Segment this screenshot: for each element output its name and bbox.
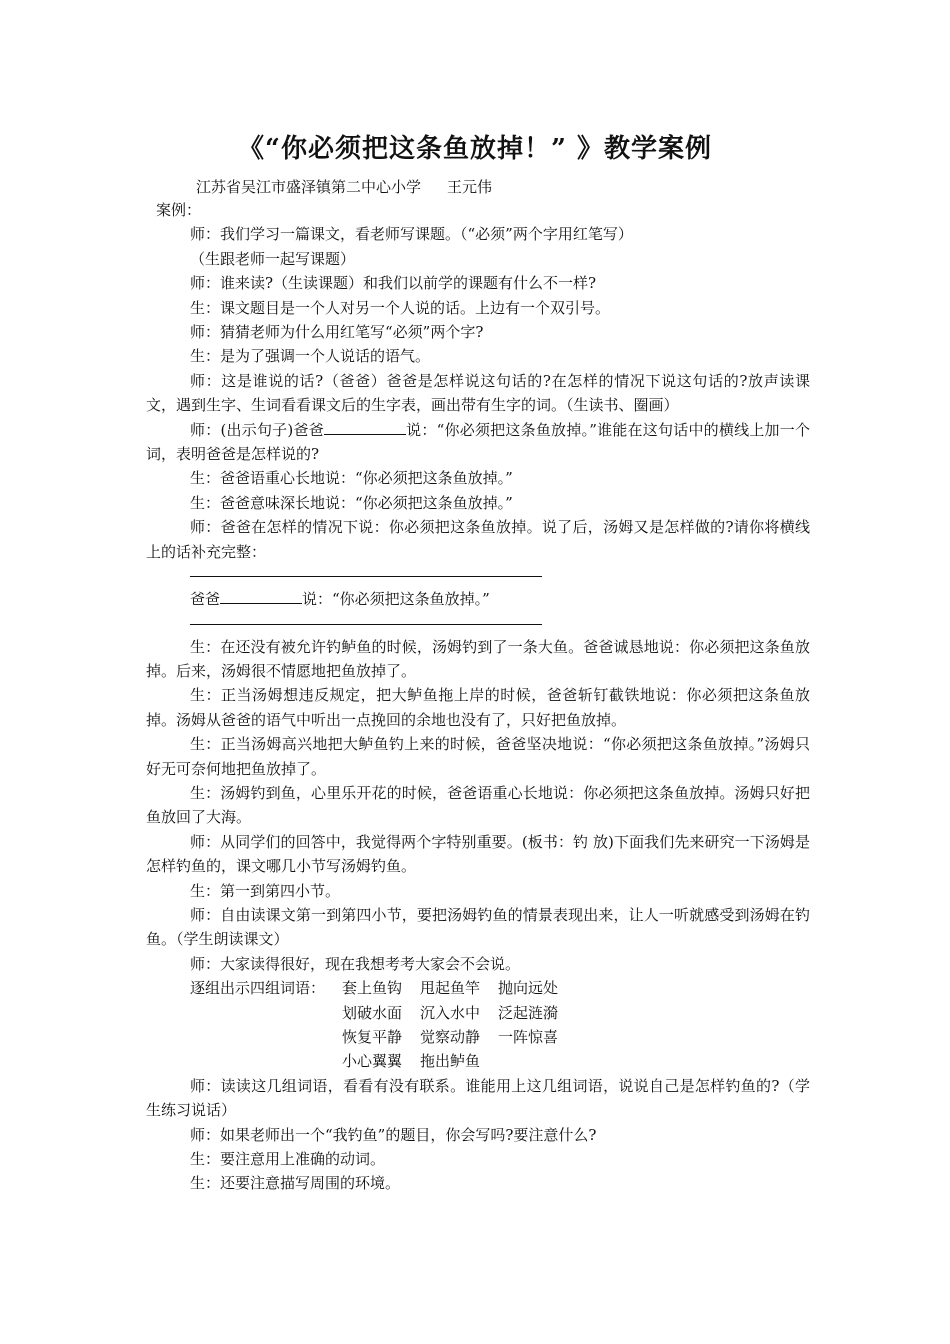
word: 泛起涟漪: [498, 1003, 559, 1022]
document-title: 《“你必须把这条鱼放掉！” 》教学案例: [238, 134, 712, 164]
word-row: [190, 1049, 810, 1073]
paragraph: 生：正当汤姆想违反规定，把大鲈鱼拖上岸的时候，爸爸斩钉截铁地说：你必须把这条鱼放掉。汤姆从爸爸的语气中听出一点挽回的余地也没有了，只好把鱼放掉。: [146, 686, 810, 729]
paragraph: 师：从同学们的回答中，我觉得两个字特别重要。(板书：钓 放)下面我们先来研究一下汤姆是怎样钓鱼的，课文哪几小节写汤姆钓鱼。: [146, 832, 810, 876]
paragraph: 师：如果老师出一个“我钓鱼”的题目，你会写吗?要注意什么?: [190, 1125, 597, 1144]
word: 划破水面: [342, 1003, 403, 1022]
paragraph: 师：这是谁说的话?（爸爸）爸爸是怎样说这句话的?在怎样的情况下说这句话的?放声读课文，遇到生字、生词看看课文后的生字表，画出带有生字的词。（生读书、圈画）: [146, 371, 810, 415]
case-label: 案例：: [156, 201, 202, 219]
paragraph: 师：自由读课文第一到第四小节，要把汤姆钓鱼的情景表现出来，让人一听就感受到汤姆在钓鱼。（学生朗读课文）: [146, 905, 810, 949]
paragraph: 生：要注意用上准确的动词。: [190, 1150, 386, 1169]
template-after: 说：“你必须把这条鱼放掉。”: [302, 590, 490, 609]
paragraph: 生：是为了强调一个人说话的语气。: [190, 347, 431, 366]
paragraph: 生：课文题目是一个人对另一个人说的话。上边有一个双引号。: [190, 298, 611, 317]
paragraph: 师：我们学习一篇课文，看老师写课题。（“必须”两个字用红笔写）: [190, 225, 633, 244]
paragraph: （生跟老师一起写课题）: [190, 249, 356, 268]
paragraph: 师：猜猜老师为什么用红笔写“必须”两个字?: [190, 323, 484, 342]
word: 一阵惊喜: [498, 1028, 559, 1046]
word: 小心翼翼: [342, 1052, 403, 1071]
answer-line: [190, 612, 542, 625]
word-groups-lead: 逐组出示四组词语：: [190, 979, 326, 998]
word: 甩起鱼竿: [420, 979, 481, 998]
word-row: [190, 1025, 810, 1049]
word: 恢复平静: [342, 1028, 403, 1046]
word-groups: [190, 976, 810, 1074]
paragraph: 生：在还没有被允许钓鲈鱼的时候，汤姆钓到了一条大鱼。爸爸诚恳地说：你必须把这条鱼放掉。后来，汤姆很不情愿地把鱼放掉了。: [146, 637, 810, 680]
answer-line: [190, 564, 542, 577]
byline: [196, 176, 492, 197]
document-body: [146, 198, 810, 1196]
paragraph: 生：第一到第四小节。: [190, 881, 341, 900]
word: 拖出鲈鱼: [420, 1052, 481, 1071]
template-sentence: [146, 587, 810, 611]
school-name: 江苏省吴江市盛泽镇第二中心小学: [196, 178, 422, 196]
author-name: 王元伟: [447, 178, 493, 196]
paragraph: 师：大家读得很好，现在我想考考大家会不会说。: [190, 954, 521, 973]
paragraph: 生：爸爸语重心长地说：“你必须把这条鱼放掉。”: [190, 469, 513, 488]
word: 沉入水中: [420, 1003, 481, 1022]
paragraph: 师：爸爸在怎样的情况下说：你必须把这条鱼放掉。说了后，汤姆又是怎样做的?请你将横线上的话补充完整：: [146, 518, 810, 561]
word: 抛向远处: [498, 979, 559, 998]
fill-after: 说：“你必须把这条鱼放掉。”谁能在这句话中的横线上加一个词，表明爸爸是怎样说的?: [146, 420, 810, 464]
paragraph: 生：还要注意描写周围的环境。: [190, 1174, 401, 1193]
fill-in-sentence: [146, 418, 810, 467]
paragraph: 生：正当汤姆高兴地把大鲈鱼钓上来的时候，爸爸坚决地说：“你必须把这条鱼放掉。”汤姆只好无可奈何地把鱼放掉了。: [146, 735, 810, 778]
fill-blank: [324, 420, 406, 435]
paragraph: 师：读读这几组词语，看看有没有联系。谁能用上这几组词语，说说自己是怎样钓鱼的?（学生练习说话）: [146, 1076, 810, 1120]
fill-before: 师：(出示句子)爸爸: [190, 420, 324, 439]
word: 套上鱼钩: [342, 979, 403, 998]
word-row: [190, 1001, 810, 1025]
paragraph: 生：汤姆钓到鱼，心里乐开花的时候，爸爸语重心长地说：你必须把这条鱼放掉。汤姆只好把鱼放回了大海。: [146, 783, 810, 827]
paragraph: 师：谁来读?（生读课题）和我们以前学的课题有什么不一样?: [190, 274, 597, 293]
paragraph: 生：爸爸意味深长地说：“你必须把这条鱼放掉。”: [190, 493, 513, 512]
template-blank: [220, 589, 302, 604]
word-row: [190, 976, 810, 1000]
template-before: 爸爸: [190, 590, 221, 609]
word: 觉察动静: [420, 1028, 481, 1046]
